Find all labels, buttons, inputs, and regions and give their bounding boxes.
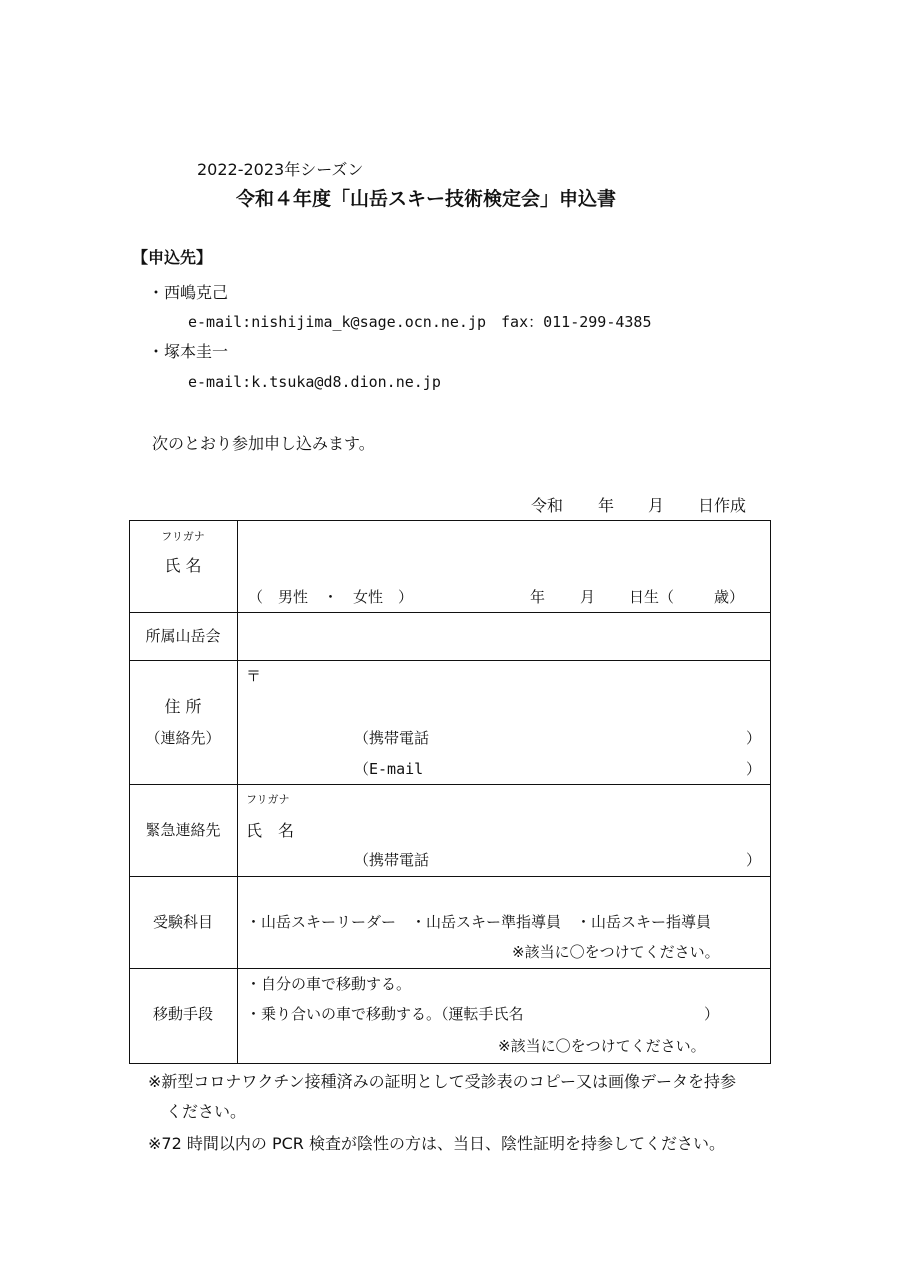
form-title: 令和４年度「山岳スキー技術検定会」申込書 [236,188,617,210]
address-email-label: （E-mail [354,760,424,778]
name-label: 氏 名 [164,556,202,575]
row-divider [129,784,771,785]
contact-name-2: ・塚本圭一 [148,342,229,361]
address-mobile-close: ） [746,729,762,747]
contact-name-1: ・西嶋克己 [148,283,229,302]
birth-year-label: 年 [530,588,546,606]
transport-note: ※該当に〇をつけてください。 [498,1037,706,1055]
date-day: 日作成 [698,496,747,515]
address-label: 住 所 [164,697,202,716]
vaccine-note-cont: ください。 [166,1102,247,1121]
transport-option-own-car[interactable]: ・自分の車で移動する。 [246,975,412,993]
emergency-furigana: フリガナ [246,793,290,806]
intro-text: 次のとおり参加申し込みます。 [152,434,375,453]
row-divider [129,612,771,613]
carpool-close: ） [704,1005,720,1023]
birth-day-label: 日生（ [629,588,675,606]
date-year: 年 [598,496,615,515]
transport-option-carpool[interactable]: ・乗り合いの車で移動する。（運転手氏名 [246,1005,524,1023]
row-divider [129,876,771,877]
age-label: 歳） [714,588,745,606]
row-divider [129,968,771,969]
club-label: 所属山岳会 [145,627,221,645]
pcr-note: ※72 時間以内の PCR 検査が陰性の方は、当日、陰性証明を持参してください。 [148,1134,725,1153]
emergency-name-label: 氏 名 [246,821,295,840]
exam-note: ※該当に〇をつけてください。 [512,943,720,961]
emergency-label: 緊急連絡先 [145,821,221,839]
exam-label: 受験科目 [152,913,213,931]
address-email-close: ） [746,760,762,778]
season-label: 2022-2023年シーズン [197,160,364,179]
contact-detail-1: e-mail:nishijima_k@sage.ocn.ne.jp fax：011-299-4385 [188,313,652,331]
exam-options[interactable]: ・山岳スキーリーダー ・山岳スキー準指導員 ・山岳スキー指導員 [246,913,712,931]
birth-month-label: 月 [580,588,596,606]
name-furigana-label: フリガナ [161,530,205,543]
date-month: 月 [648,496,665,515]
contact-detail-2: e-mail:k.tsuka@d8.dion.ne.jp [188,373,441,391]
gender-options[interactable]: （ 男性 ・ 女性 ） [248,588,414,606]
emergency-mobile-close: ） [746,851,762,869]
emergency-mobile-label: （携帯電話 [354,851,430,869]
vaccine-note: ※新型コロナワクチン接種済みの証明として受診表のコピー又は画像データを持参 [148,1072,736,1091]
label-column-divider [237,520,238,1064]
address-sub-label: （連絡先） [145,729,221,747]
postal-mark: 〒 [246,667,262,685]
apply-to-heading: 【申込先】 [132,248,213,267]
row-divider [129,660,771,661]
date-era: 令和 [531,496,564,515]
application-form-table [129,520,771,1064]
transport-label: 移動手段 [152,1005,213,1023]
address-mobile-label: （携帯電話 [354,729,430,747]
